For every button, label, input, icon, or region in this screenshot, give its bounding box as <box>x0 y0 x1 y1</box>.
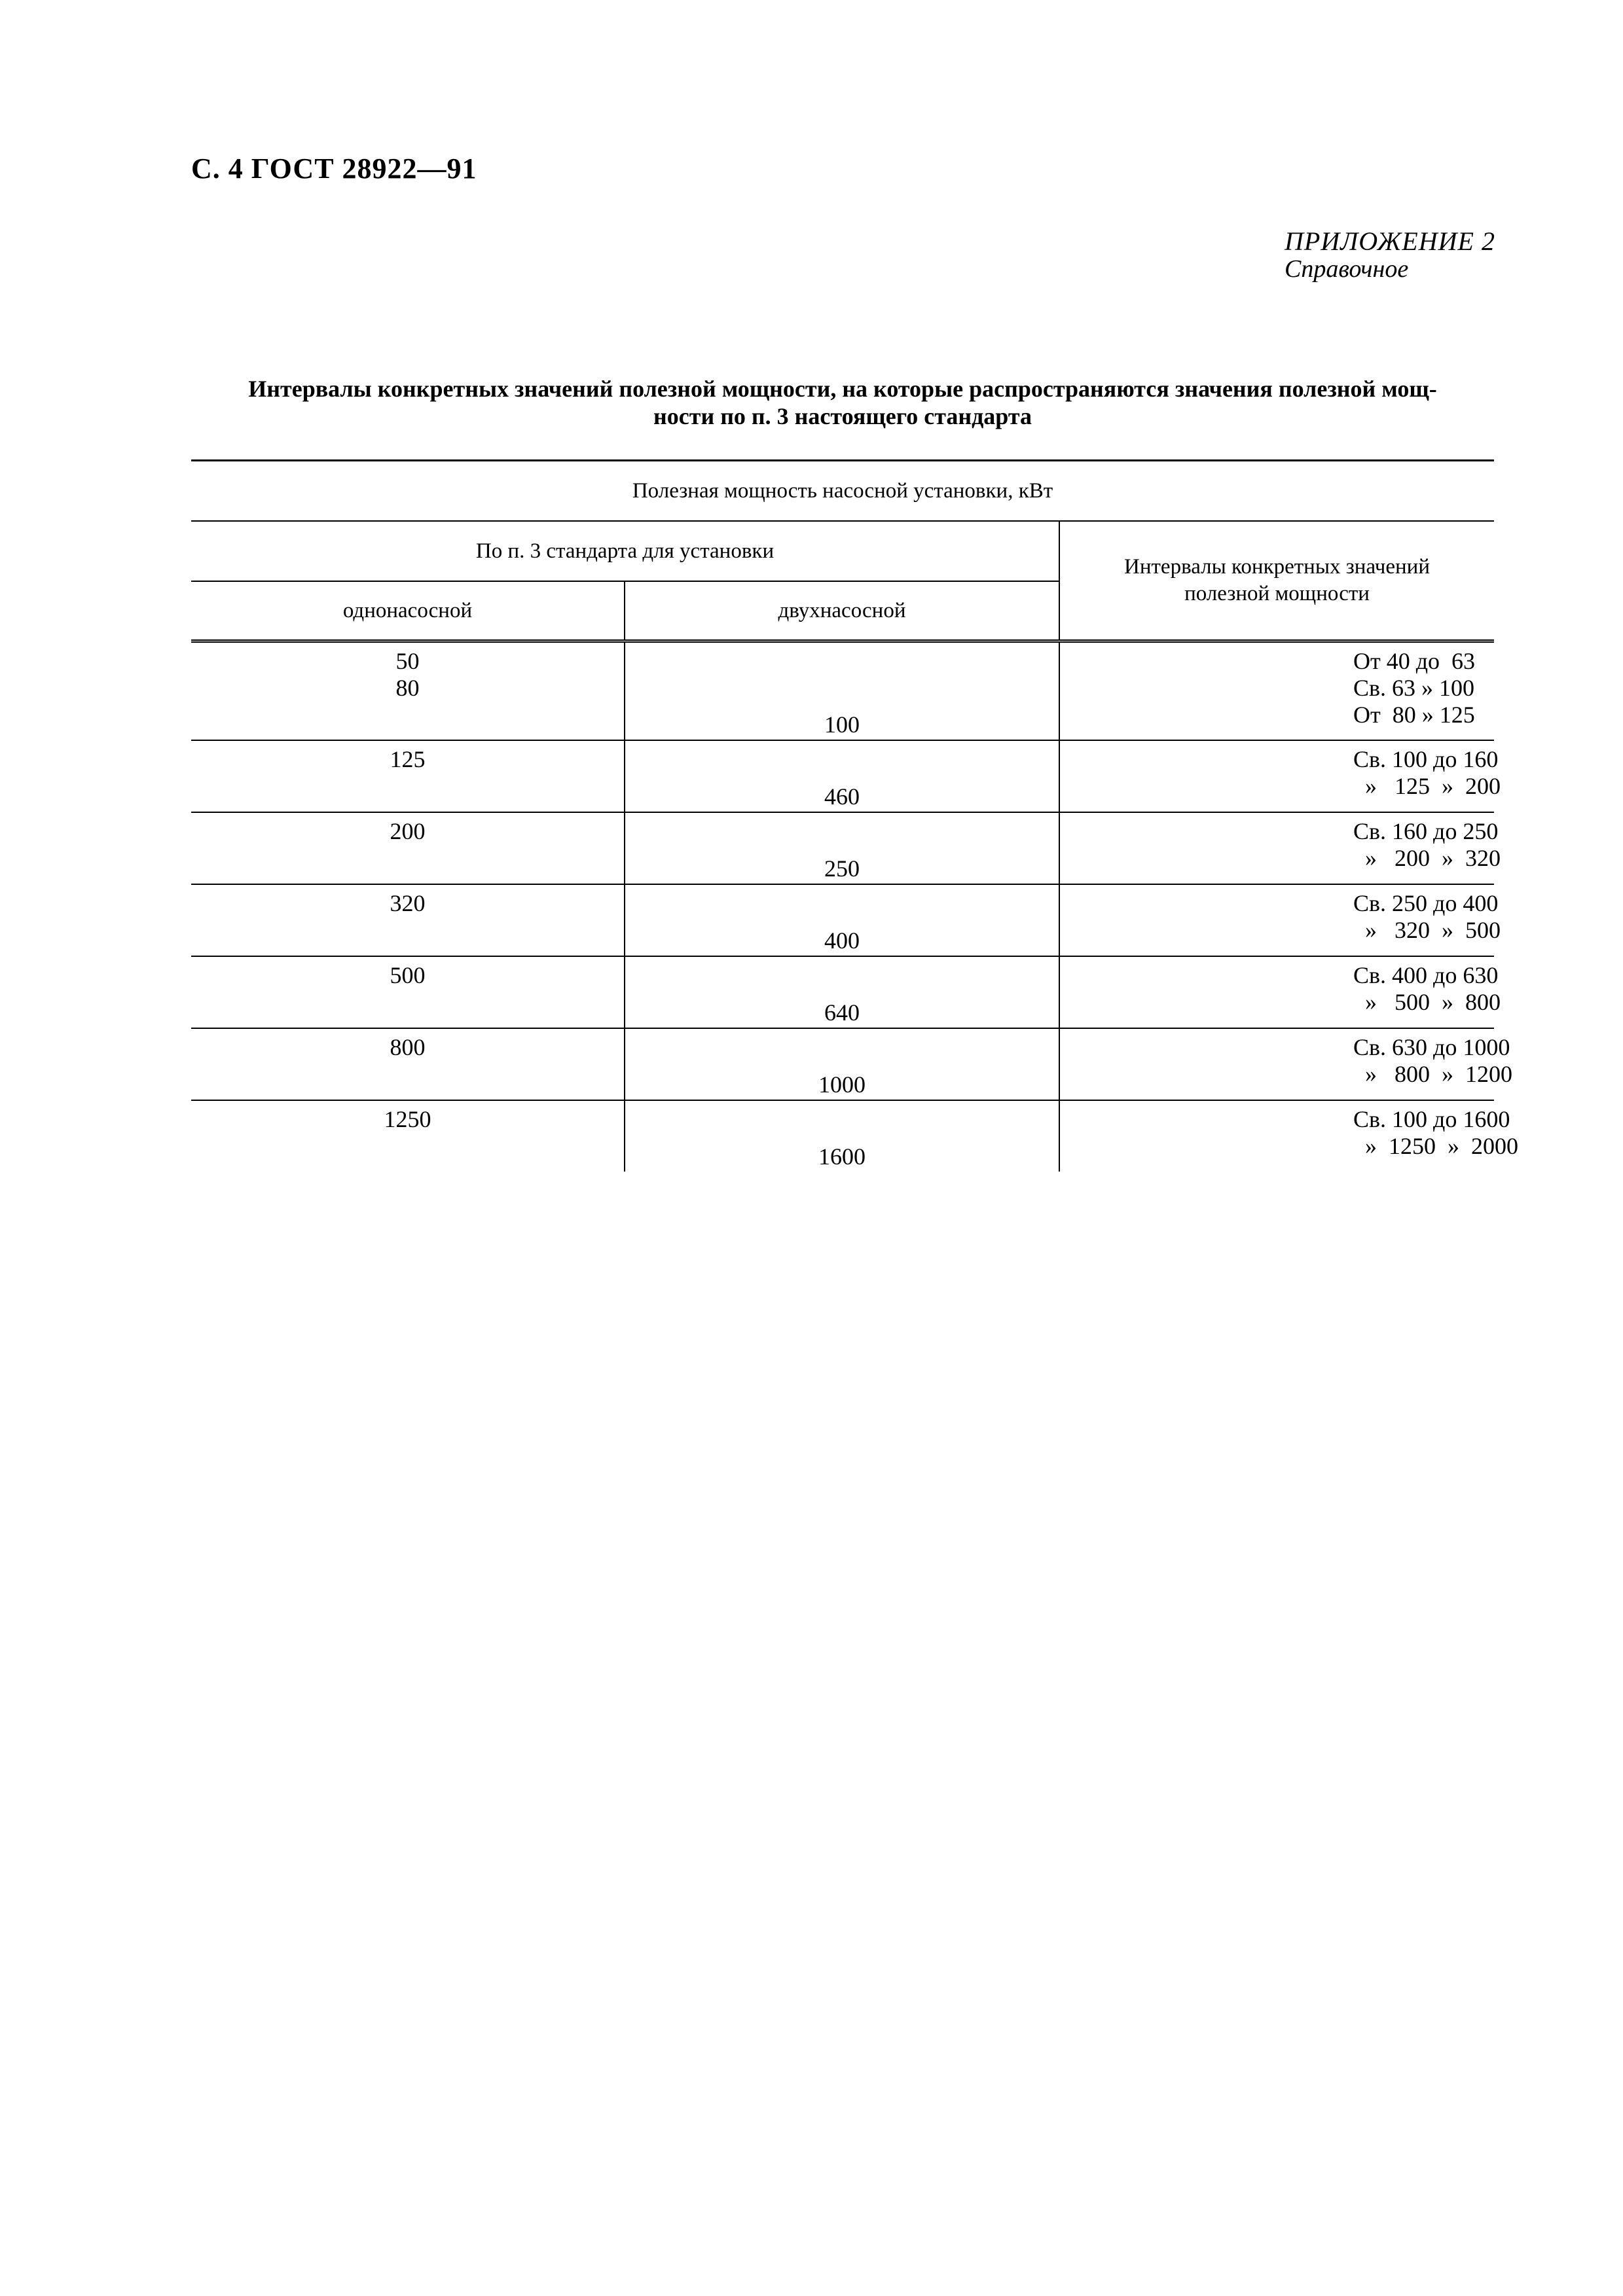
power-intervals-table <box>191 459 1518 1172</box>
interval-value: Св. 400 до 630 <box>1353 962 1499 988</box>
interval-value: Св. 160 до 250 <box>1353 818 1499 844</box>
interval-value: Св. 100 до 1600 <box>1353 1106 1510 1132</box>
double-pump-value: 100 <box>824 711 860 738</box>
double-pump-value: 400 <box>824 927 860 954</box>
cell-double-pump <box>625 884 1059 956</box>
interval-value: От 40 до 63 <box>1353 648 1476 674</box>
interval-value: » 200 » 320 <box>1353 845 1501 871</box>
interval-value: » 500 » 800 <box>1353 989 1501 1015</box>
header-intervals <box>1059 521 1494 641</box>
interval-value: Св. 63 » 100 <box>1353 675 1475 701</box>
double-pump-value: 1600 <box>818 1143 866 1170</box>
header-single-pump: однонасосной <box>191 581 625 641</box>
single-pump-value: 50 <box>395 648 420 674</box>
cell-double-pump <box>625 641 1059 741</box>
interval-value: Св. 630 до 1000 <box>1353 1034 1510 1060</box>
single-pump-value: 80 <box>395 675 420 701</box>
table-row <box>191 884 1494 956</box>
header-double-pump: двухнасосной <box>625 581 1059 641</box>
cell-single-pump <box>191 1100 625 1172</box>
table-title <box>191 375 1494 430</box>
cell-intervals <box>1059 740 1501 812</box>
header-per-clause-3: По п. 3 стандарта для установки <box>191 521 1059 581</box>
table-row <box>191 641 1494 741</box>
header-useful-power: Полезная мощность насосной установки, кВт <box>191 461 1494 522</box>
cell-double-pump <box>625 1028 1059 1100</box>
page-header: С. 4 ГОСТ 28922—91 <box>191 152 477 185</box>
table-row <box>191 1100 1494 1172</box>
cell-single-pump <box>191 884 625 956</box>
table-row <box>191 956 1494 1028</box>
cell-double-pump <box>625 956 1059 1028</box>
table-row <box>191 1028 1494 1100</box>
double-pump-value: 460 <box>824 783 860 810</box>
cell-intervals <box>1059 884 1501 956</box>
cell-double-pump <box>625 740 1059 812</box>
table-row <box>191 812 1494 884</box>
cell-intervals <box>1059 1028 1512 1100</box>
double-pump-value: 640 <box>824 999 860 1026</box>
interval-value: » 125 » 200 <box>1353 773 1501 799</box>
cell-intervals <box>1059 812 1501 884</box>
single-pump-value: 800 <box>390 1034 426 1060</box>
interval-value: » 800 » 1200 <box>1353 1061 1512 1087</box>
cell-intervals <box>1059 641 1494 741</box>
table-title-line-1: Интервалы конкретных значений полезной мощности, на которые распространяются значения полезной мощ- <box>248 376 1437 402</box>
double-pump-value: 1000 <box>818 1071 866 1098</box>
single-pump-value: 320 <box>390 890 426 916</box>
appendix-label <box>1285 228 1495 283</box>
header-intervals-line-2: полезной мощности <box>1184 582 1370 605</box>
table-row <box>191 740 1494 812</box>
cell-single-pump <box>191 1028 625 1100</box>
appendix-title: ПРИЛОЖЕНИЕ 2 <box>1285 226 1495 256</box>
header-intervals-line-1: Интервалы конкретных значений <box>1124 555 1430 579</box>
cell-single-pump <box>191 740 625 812</box>
table-body <box>191 641 1518 1172</box>
single-pump-value: 500 <box>390 962 426 988</box>
cell-intervals <box>1059 956 1501 1028</box>
single-pump-value: 1250 <box>384 1106 431 1132</box>
table-title-line-2: ности по п. 3 настоящего стандарта <box>653 403 1032 429</box>
single-pump-value: 125 <box>390 746 426 772</box>
cell-single-pump <box>191 812 625 884</box>
cell-intervals <box>1059 1100 1518 1172</box>
cell-single-pump <box>191 641 625 741</box>
interval-value: От 80 » 125 <box>1353 702 1475 728</box>
cell-single-pump <box>191 956 625 1028</box>
single-pump-value: 200 <box>390 818 426 844</box>
interval-value: » 1250 » 2000 <box>1353 1133 1518 1159</box>
interval-value: » 320 » 500 <box>1353 917 1501 943</box>
cell-double-pump <box>625 1100 1059 1172</box>
cell-double-pump <box>625 812 1059 884</box>
appendix-subtitle: Справочное <box>1285 255 1409 283</box>
interval-value: Св. 250 до 400 <box>1353 890 1499 916</box>
double-pump-value: 250 <box>824 855 860 882</box>
interval-value: Св. 100 до 160 <box>1353 746 1499 772</box>
